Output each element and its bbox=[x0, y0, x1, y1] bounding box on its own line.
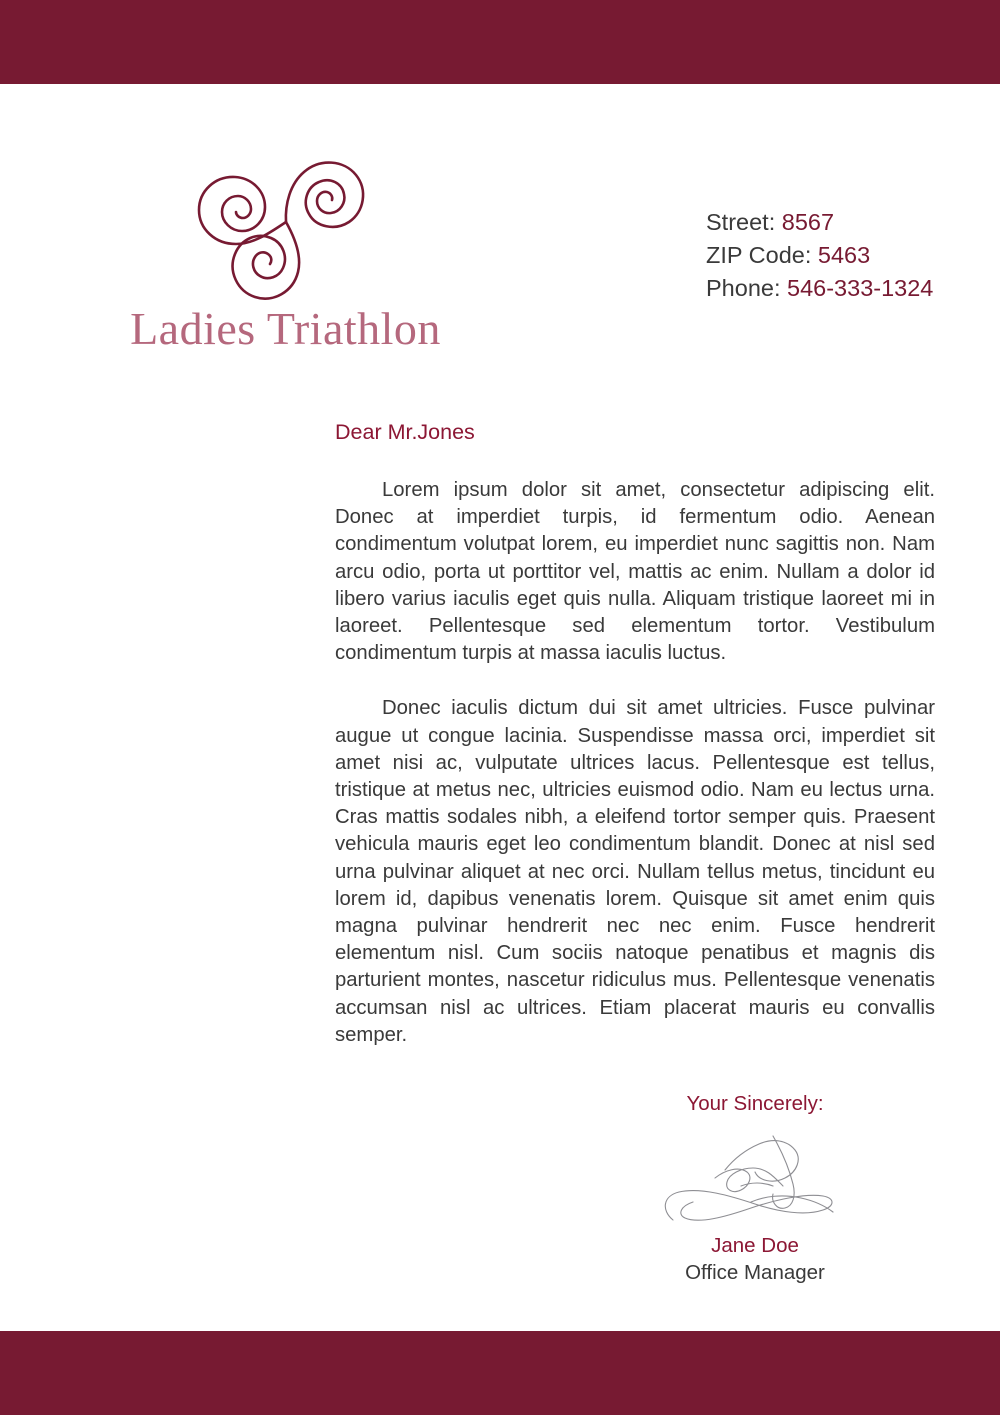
triskelion-spiral-icon bbox=[186, 126, 386, 311]
contact-street-label: Street: bbox=[706, 209, 776, 235]
contact-zip-label: ZIP Code: bbox=[706, 242, 812, 268]
company-logo bbox=[118, 126, 453, 353]
contact-zip-value: 5463 bbox=[817, 242, 871, 268]
letter-body bbox=[335, 420, 935, 1049]
contact-phone-label: Phone: bbox=[706, 275, 781, 301]
contact-phone-line bbox=[706, 272, 933, 305]
logo-wordmark: Ladies Triathlon bbox=[130, 303, 441, 354]
letter-salutation: Dear Mr.Jones bbox=[335, 420, 475, 444]
contact-zip-line bbox=[706, 239, 933, 272]
signer-title: Office Manager bbox=[685, 1261, 825, 1284]
contact-info-block bbox=[706, 206, 933, 305]
contact-phone-value: 546-333-1324 bbox=[787, 275, 934, 301]
footer-brand-bar bbox=[0, 1331, 1000, 1415]
contact-street-line bbox=[706, 206, 933, 239]
letter-paragraph-2: Donec iaculis dictum dui sit amet ultricies. Fusce pulvinar augue ut congue lacinia. Suspendisse massa orci, imperdiet sit amet nisi ac, vulputate ultrices lacus. Pellentesque est tellus, tristique at metus nec, ultricies euismod odio. Nam eu lectus urna. Cras mattis sodales nibh, a eleifend tortor semper quis. Praesent vehicula mauris eget leo condimentum blandit. Donec at nisl sed urna pulvinar aliquet at nec orci. Nullam tellus metus, tincidunt eu lorem id, dapibus venenatis lorem. Quisque sit amet enim quis magna pulvinar hendrerit nec nec enim. Fusce hendrerit elementum nisl. Cum sociis natoque penatibus et magnis dis parturient montes, nascetur ridiculus mus. Pellentesque venenatis accumsan nisl ac ultrices. Etiam placerat mauris eu convallis semper. bbox=[335, 697, 935, 1046]
header-brand-bar bbox=[0, 0, 1000, 84]
letter-paragraph-1: Lorem ipsum dolor sit amet, consectetur adipiscing elit. Donec at imperdiet turpis, id fermentum odio. Aenean condimentum volutpat lorem, eu imperdiet nunc sagittis non. Nam arcu odio, porta ut porttitor vel, mattis ac enim. Nullam a dolor id libero varius iaculis eget quis nulla. Aliquam tristique laoreet mi in laoreet. Pellentesque sed elementum tortor. Vestibulum condimentum turpis at massa iaculis luctus. bbox=[335, 479, 935, 665]
contact-street-value: 8567 bbox=[781, 209, 835, 235]
sign-off-text: Your Sincerely: bbox=[686, 1092, 824, 1115]
signer-name: Jane Doe bbox=[711, 1234, 799, 1257]
signature-block bbox=[635, 1092, 875, 1285]
handwritten-signature-icon bbox=[655, 1124, 855, 1232]
